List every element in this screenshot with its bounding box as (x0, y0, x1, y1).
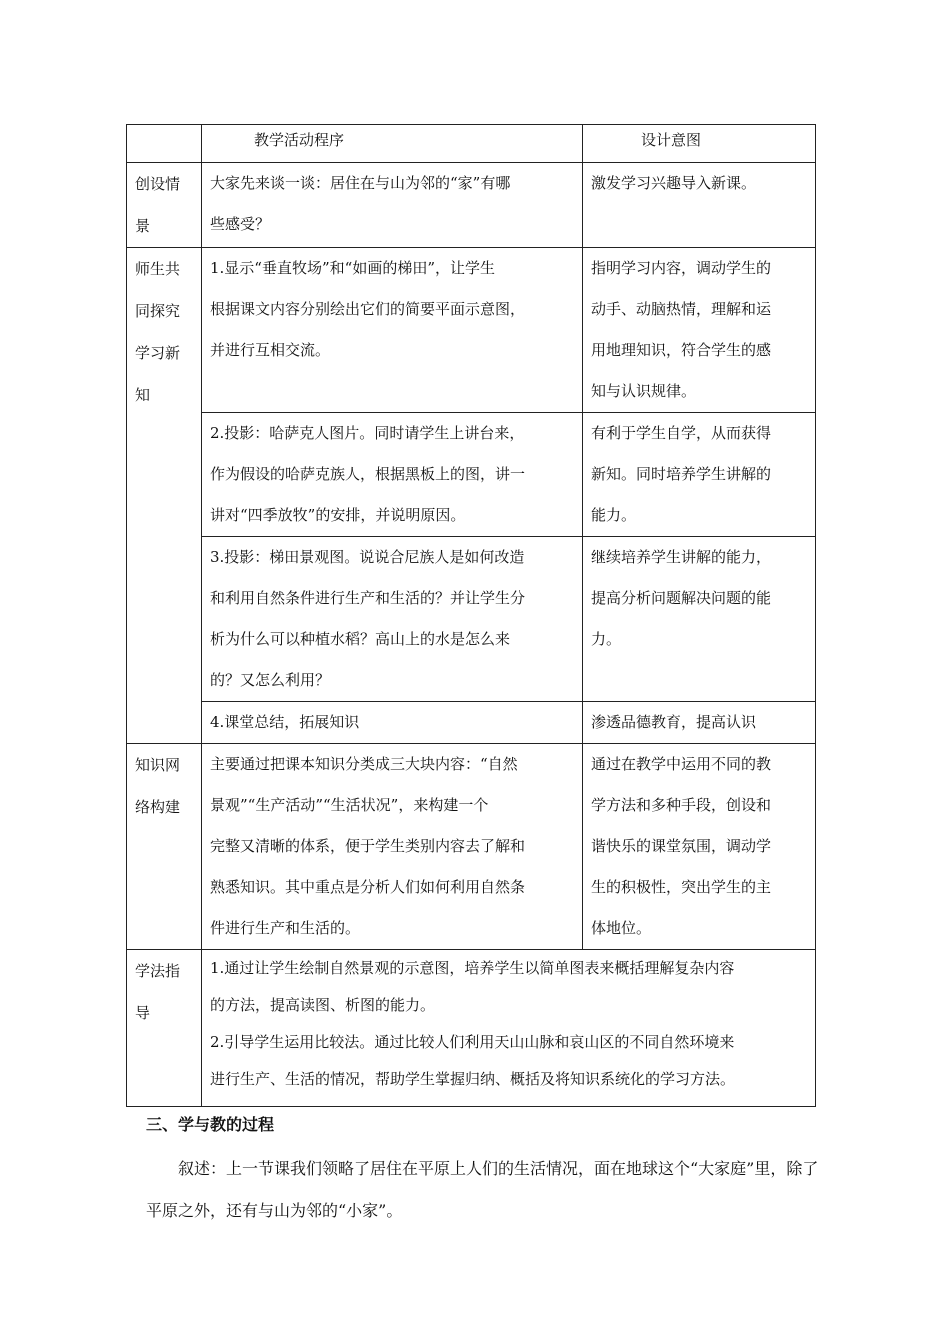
lesson-plan-table (126, 124, 816, 1107)
purpose-cell: 指明学习内容，调动学生的 动手、动脑热情，理解和运 用地理知识，符合学生的感 知与认识规律。 (583, 248, 816, 413)
header-empty-cell (127, 125, 202, 163)
activity-cell: 3.投影：梯田景观图。说说合尼族人是如何改造 和利用自然条件进行生产和生活的？并让学生分 析为什么可以种植水稻？高山上的水是怎么来 的？又怎么利用？ (202, 537, 583, 702)
purpose-cell: 激发学习兴趣导入新课。 (583, 163, 816, 248)
stage-cell: 创设情 景 (127, 163, 202, 248)
activity-cell: 2.投影：哈萨克人图片。同时请学生上讲台来， 作为假设的哈萨克族人，根据黑板上的图，讲一 讲对“四季放牧”的安排，并说明原因。 (202, 413, 583, 537)
table-row (127, 163, 816, 248)
purpose-cell: 继续培养学生讲解的能力， 提高分析问题解决问题的能 力。 (583, 537, 816, 702)
table-row (127, 950, 816, 1107)
stage-cell: 师生共 同探究 学习新 知 (127, 248, 202, 744)
header-purpose: 设计意图 (641, 131, 702, 149)
table-row (127, 537, 816, 702)
table-row (127, 248, 816, 413)
activity-cell: 4.课堂总结，拓展知识 (202, 702, 583, 744)
table-row (127, 744, 816, 950)
table-header-row (127, 125, 816, 163)
purpose-cell: 通过在教学中运用不同的教 学方法和多种手段，创设和 谐快乐的课堂氛围，调动学 生的积极性，突出学生的主 体地位。 (583, 744, 816, 950)
section-paragraph: 叙述：上一节课我们领略了居住在平原上人们的生活情况，面在地球这个“大家庭”里，除了平原之外，还有与山为邻的“小家”。 (146, 1159, 819, 1220)
header-activity: 教学活动程序 (254, 131, 345, 149)
method-guidance-cell: 1.通过让学生绘制自然景观的示意图，培养学生以简单图表来概括理解复杂内容 的方法，提高读图、析图的能力。 2.引导学生运用比较法。通过比较人们利用天山山脉和哀山区的不同自然环境来 进行生产、生活的情况，帮助学生掌握归纳、概括及将知识系统化的学习方法。 (202, 950, 816, 1107)
purpose-cell: 渗透品德教育，提高认识 (583, 702, 816, 744)
activity-cell: 1.显示“垂直牧场”和“如画的梯田”，让学生 根据课文内容分别绘出它们的简要平面示意图， 并进行互相交流。 (202, 248, 583, 413)
table-row (127, 702, 816, 744)
section-title: 三、学与教的过程 (146, 1115, 275, 1134)
stage-cell: 学法指 导 (127, 950, 202, 1107)
activity-cell: 大家先来谈一谈：居住在与山为邻的“家”有哪 些感受？ (202, 163, 583, 248)
table-row (127, 413, 816, 537)
purpose-cell: 有利于学生自学，从而获得 新知。同时培养学生讲解的 能力。 (583, 413, 816, 537)
stage-cell: 知识网 络构建 (127, 744, 202, 950)
activity-cell: 主要通过把课本知识分类成三大块内容：“自然 景观”“生产活动”“生活状况”，来构建一个 完整又清晰的体系，便于学生类别内容去了解和 熟悉知识。其中重点是分析人们如何利用自然条 件进行生产和生活的。 (202, 744, 583, 950)
